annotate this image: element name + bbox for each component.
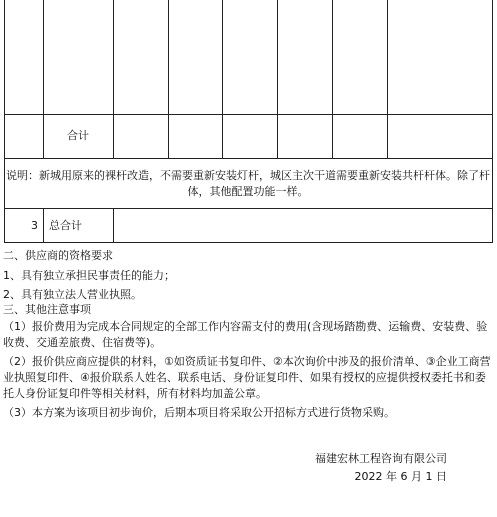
requirements-section xyxy=(3,248,493,303)
note-paragraph: （2）报价供应商应提供的材料，①如资质证书复印件、②本次询价中涉及的报价清单、③企业工商营业执照复印件、④报价联系人姓名、联系电话、身份证复印件、如果有授权的应提供授权委托书和委托人身份证复印件等相关材料，所有材料均加盖公章。 xyxy=(3,355,491,400)
table-rule xyxy=(4,242,493,243)
table-rule xyxy=(332,0,333,158)
table-rule xyxy=(387,0,388,158)
quotation-table xyxy=(0,0,497,248)
table-rule xyxy=(4,208,493,209)
table-rule xyxy=(222,0,223,158)
section-heading: 二、供应商的资格要求 xyxy=(3,249,113,262)
table-note: 说明：新城用原来的裸杆改造，不需要重新安装灯杆，城区主次干道需要重新安装共杆杆体。除了杆体，其他配置功能一样。 xyxy=(6,169,490,198)
subtotal-label: 合计 xyxy=(67,129,89,142)
row-index: 3 xyxy=(31,219,38,232)
requirement-item: 2、具有独立法人营业执照。 xyxy=(3,288,142,301)
table-rule xyxy=(113,208,114,242)
note-paragraph: （1）报价费用为完成本合同规定的全部工作内容需支付的费用(含现场踏勘费、运输费、安装费、验收费、交通差旅费、住宿费等)。 xyxy=(3,320,488,349)
table-rule xyxy=(4,158,493,159)
table-rule xyxy=(492,0,493,242)
table-rule xyxy=(113,0,114,158)
signature-company: 福建宏林工程咨询有限公司 xyxy=(315,452,447,465)
table-rule xyxy=(43,208,44,242)
grand-total-label: 总合计 xyxy=(49,219,82,232)
table-rule xyxy=(4,0,5,242)
section-heading: 三、其他注意事项 xyxy=(3,303,91,316)
table-rule xyxy=(168,0,169,158)
table-rule xyxy=(4,114,493,115)
requirement-item: 1、具有独立承担民事责任的能力； xyxy=(3,269,175,282)
note-paragraph: （3）本方案为该项目初步询价，后期本项目将采取公开招标方式进行货物采购。 xyxy=(3,406,395,419)
table-rule xyxy=(277,0,278,158)
notes-section xyxy=(3,302,493,421)
table-rule xyxy=(43,0,44,158)
signature-date: 2022 年 6 月 1 日 xyxy=(354,470,447,483)
